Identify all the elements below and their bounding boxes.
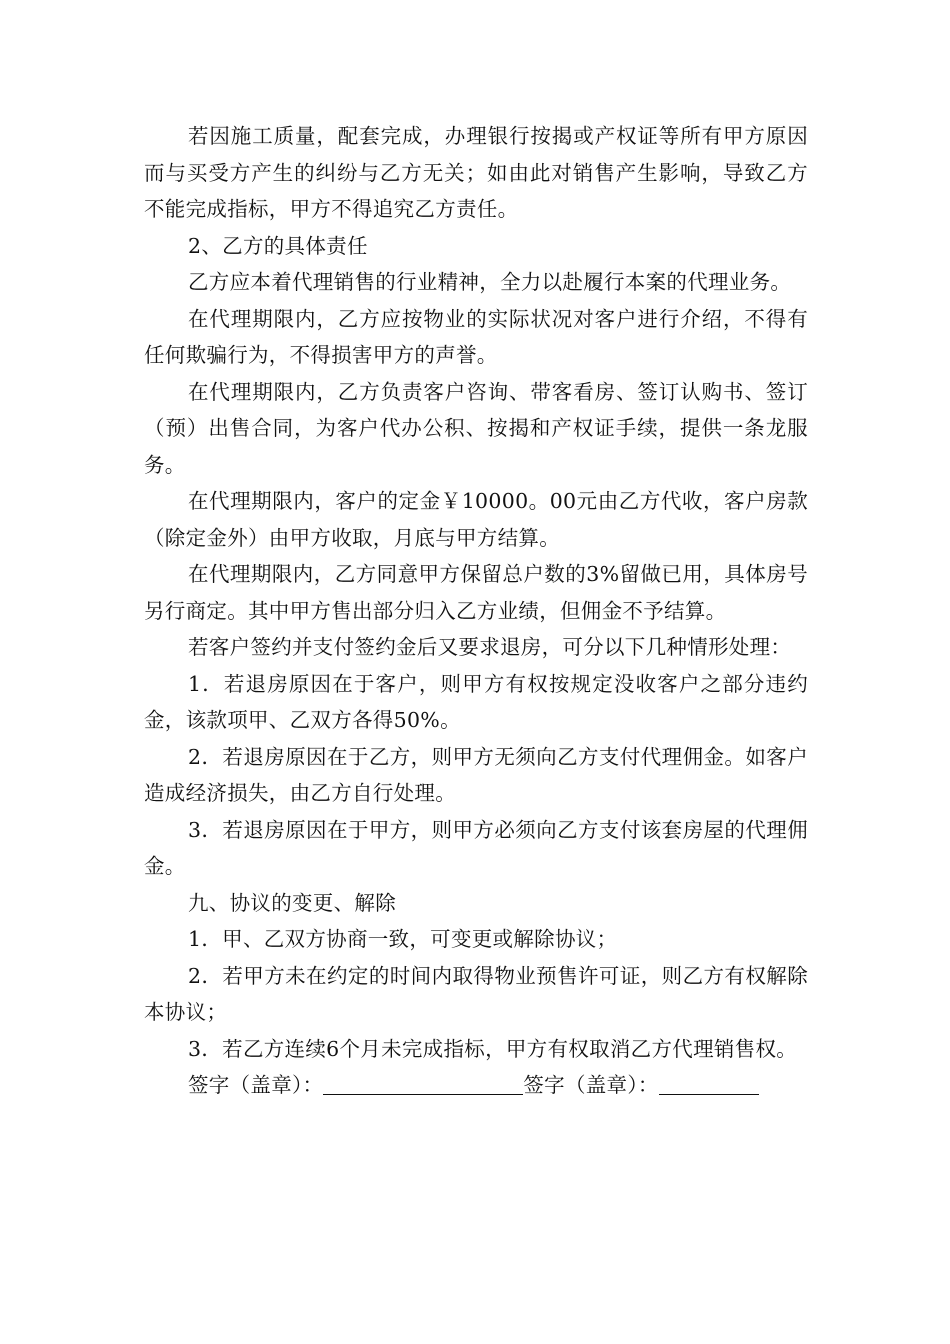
signature-label-party-b: 签字（盖章）：: [523, 1073, 659, 1097]
list-item-mutual-change: 1．甲、乙双方协商一致，可变更或解除协议；: [188, 927, 618, 951]
paragraph-customer-service: 在代理期限内，乙方负责客户咨询、带客看房、签订认购书、签订（预）出售合同，为客户代办公积、按揭和产权证手续，提供一条龙服务。: [144, 379, 808, 477]
list-item-presale-permit: 2．若甲方未在约定的时间内取得物业预售许可证，则乙方有权解除本协议；: [144, 963, 808, 1024]
paragraph-construction-quality: 若因施工质量，配套完成，办理银行按揭或产权证等所有甲方原因而与买受方产生的纠纷与乙方无关；如由此对销售产生影响，导致乙方不能完成指标，甲方不得追究乙方责任。: [144, 124, 808, 221]
paragraph-refund-cases: 若客户签约并支付签约金后又要求退房，可分以下几种情形处理：: [188, 635, 792, 659]
document-body: [144, 118, 808, 1104]
list-item-refund-party-b: 2．若退房原因在于乙方，则甲方无须向乙方支付代理佣金。如客户造成经济损失，由乙方自行处理。: [144, 744, 808, 805]
paragraph-deposit: 在代理期限内，客户的定金￥10000。00元由乙方代收，客户房款（除定金外）由甲方收取，月底与甲方结算。: [144, 489, 808, 550]
list-item-refund-customer: 1．若退房原因在于客户，则甲方有权按规定没收客户之部分违约金，该款项甲、乙双方各得50%。: [144, 671, 808, 732]
heading-agreement-change: 九、协议的变更、解除: [188, 890, 396, 915]
paragraph-reserved-units: 在代理期限内，乙方同意甲方保留总户数的3%留做已用，具体房号另行商定。其中甲方售出部分归入乙方业绩，但佣金不予结算。: [144, 562, 808, 623]
signature-line: [144, 1067, 808, 1104]
paragraph-agency-spirit: 乙方应本着代理销售的行业精神，全力以赴履行本案的代理业务。: [188, 270, 792, 294]
heading-party-b-responsibilities: 2、乙方的具体责任: [188, 233, 368, 258]
list-item-target-failure: 3．若乙方连续6个月未完成指标，甲方有权取消乙方代理销售权。: [188, 1036, 798, 1061]
signature-blank-party-a: [323, 1074, 523, 1095]
list-item-refund-party-a: 3．若退房原因在于甲方，则甲方必须向乙方支付该套房屋的代理佣金。: [144, 817, 808, 878]
paragraph-introduction-duty: 在代理期限内，乙方应按物业的实际状况对客户进行介绍，不得有任何欺骗行为，不得损害甲方的声誉。: [144, 306, 808, 367]
signature-label-party-a: 签字（盖章）：: [188, 1073, 324, 1097]
signature-blank-party-b: [659, 1074, 759, 1095]
